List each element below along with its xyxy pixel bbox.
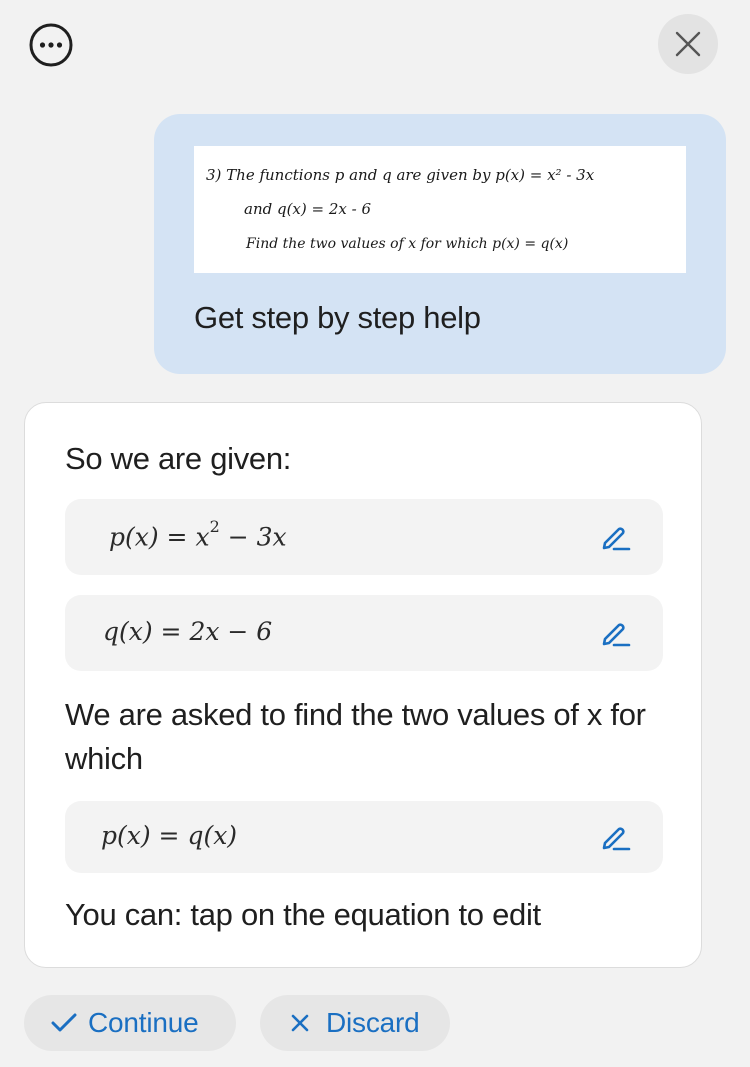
continue-button[interactable] bbox=[24, 995, 236, 1051]
equation-box-p[interactable] bbox=[65, 499, 663, 575]
edit-target-equation-button[interactable] bbox=[599, 820, 633, 854]
target-equation-rhs: q(x) bbox=[187, 821, 238, 850]
equation-p-lhs: p(x) bbox=[109, 522, 159, 552]
equation-q-equals: = bbox=[152, 617, 190, 646]
pencil-icon bbox=[600, 821, 632, 853]
equation-box-q[interactable] bbox=[65, 595, 663, 671]
equation-p-exponent: 2 bbox=[209, 517, 220, 536]
hint-text: You can: tap on the equation to edit bbox=[65, 897, 541, 932]
equation-q[interactable] bbox=[103, 617, 272, 646]
equation-p[interactable] bbox=[109, 517, 287, 552]
close-icon bbox=[675, 31, 701, 57]
check-icon bbox=[50, 1011, 78, 1035]
user-message-text: Get step by step help bbox=[194, 300, 481, 335]
attached-problem-image[interactable] bbox=[194, 146, 686, 273]
image-line-2: and q(x) = 2x - 6 bbox=[244, 200, 371, 218]
equation-q-lhs: q(x) bbox=[103, 617, 153, 646]
target-equation-equals: = bbox=[150, 821, 188, 850]
discard-label: Discard bbox=[326, 1007, 420, 1038]
target-equation[interactable] bbox=[101, 821, 237, 850]
equation-box-target[interactable] bbox=[65, 801, 663, 873]
user-message-bubble bbox=[154, 114, 726, 374]
equation-p-rhs-tail: − 3x bbox=[219, 522, 287, 552]
more-horizontal-circle-icon bbox=[28, 22, 74, 68]
image-line-1: 3) The functions p and q are given by p(x) = x² - 3x bbox=[206, 166, 595, 184]
handwritten-problem bbox=[194, 146, 686, 273]
close-button[interactable] bbox=[658, 14, 718, 74]
equation-p-equals: = bbox=[158, 522, 196, 552]
question-text: We are asked to find the two values of x for which bbox=[65, 697, 646, 776]
equation-p-rhs-base: x bbox=[195, 522, 210, 552]
top-bar bbox=[0, 0, 750, 100]
image-line-3: Find the two values of x for which p(x) = q(x) bbox=[246, 236, 569, 252]
x-icon bbox=[290, 1013, 310, 1033]
equation-q-rhs: 2x − 6 bbox=[189, 617, 273, 646]
edit-equation-q-button[interactable] bbox=[599, 616, 633, 650]
continue-label: Continue bbox=[88, 1007, 199, 1038]
target-equation-lhs: p(x) bbox=[101, 821, 151, 850]
edit-equation-p-button[interactable] bbox=[599, 520, 633, 554]
discard-button[interactable] bbox=[260, 995, 450, 1051]
intro-text: So we are given: bbox=[65, 441, 292, 476]
pencil-icon bbox=[600, 617, 632, 649]
more-options-button[interactable] bbox=[28, 22, 74, 68]
answer-card bbox=[24, 402, 702, 968]
pencil-icon bbox=[600, 521, 632, 553]
